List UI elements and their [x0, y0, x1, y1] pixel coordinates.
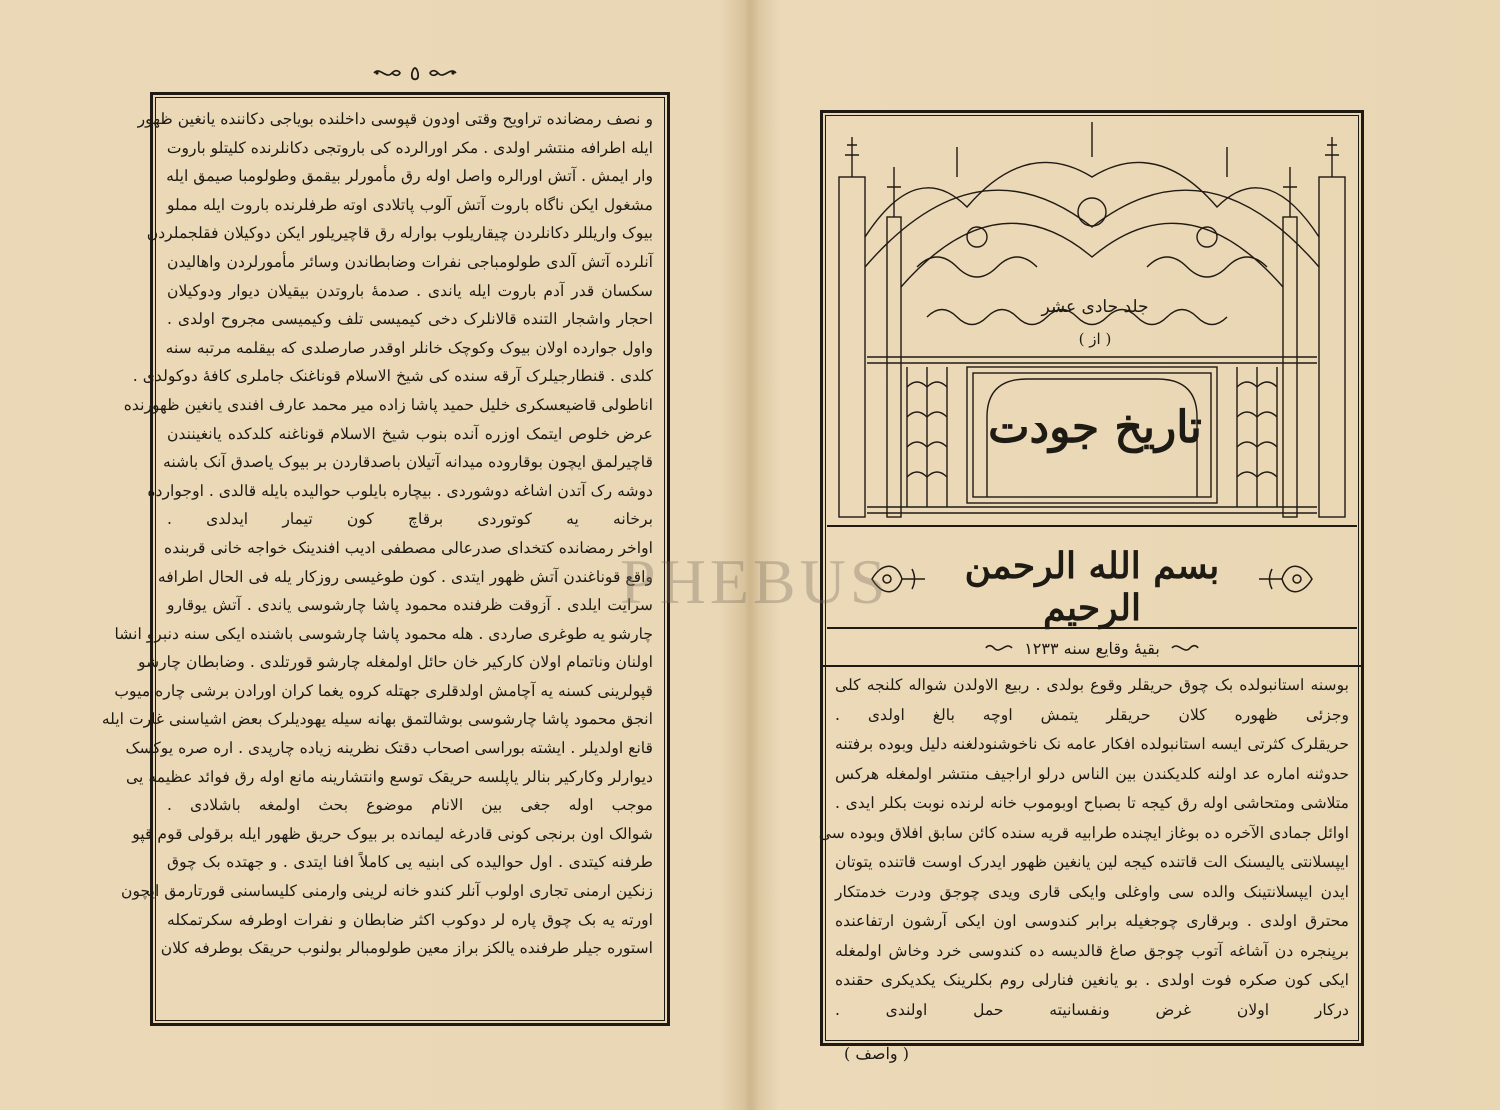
text-line: ایله اطرافه منتشر اولدی . مکر اورالرده کی باروتجی دکانلرنده کلیتلو باروت — [166, 138, 653, 157]
text-line: حریقلرک کثرتی ایسه استانبولده افکار عامه نک ناخوشنودلغنه دلیل وبوده برفتنه — [835, 735, 1349, 753]
body-text — [101, 105, 653, 1013]
folio-ornament-icon — [372, 66, 402, 80]
text-line: اورته یه بک چوق پاره لر دوکوب اکثر ضابطان و نفرات اوطرفه سکرتمکله — [167, 910, 653, 929]
text-line: ایپسلانتی یالیسنک الت قاتنده کیجه لین یانغین ظهور ایدرک اوست قاتنده یتوتان — [835, 853, 1349, 871]
text-line: محترق اولدی . وبرقاری چوجغیله برابر کندوسی اون ایکی آرشون ارتفاعنده — [835, 912, 1349, 930]
text-line: بوسنه استانبولده بک چوق حریقلر وقوع بولدی . ربیع الاولدن شواله کلنجه کلی — [835, 676, 1349, 694]
text-frame — [101, 92, 670, 1026]
text-line: واول جوارده اولان بیوک وکوچک خانلر اوقدر صارصلدی که بیقلمه مرتبه سنه — [165, 338, 653, 357]
body-text — [818, 671, 1349, 1035]
from-label: ( از ) — [1078, 330, 1112, 348]
text-line: کلدی . قنطارجیلرک آرقه سنده کی شیخ الاسلام قوناغنک جاملری کافهٔ دوکولدی . — [132, 367, 653, 386]
text-line: سکسان قدر آدم باروت ایله یاندی . صدمهٔ باروتدن بیقیلان دیوار ودوکیلان — [167, 281, 653, 300]
text-line: متلاشی ومتحاشی اوله رق کیجه تا بصباح اوبوموب خانه لرنده نوبت بکلر ایدی . — [835, 794, 1349, 812]
basmala: بسم الله الرحمن الرحيم — [964, 545, 1220, 629]
text-line: دوشه رک آتدن اشاغه دوشوردی . بیچاره بایلوب حوالیده بایله قالدی . اوجوارده — [147, 481, 653, 500]
text-line: عرض خلوص ایتمک اوزره آنده بنوب شیخ الاسلام قوناغنه کلدکده یانغینندن — [167, 424, 653, 443]
text-line: اوائل جمادی الآخره ده بوغاز ایچنده طرابیه قریه سنده کائن سابق افلاق وبوده سی — [818, 823, 1349, 842]
text-line: آنلرده آتش آلدی طولومباجی نفرات وضابطاندن وسائر مأمورلردن واهالیدن — [167, 252, 653, 271]
text-line: ایکی کون صکره فوت اولدی . بو یانغین فنارلی روم بکلرینک یکدیکری حقنده — [835, 971, 1349, 989]
text-line: وار ایمش . آتش اورالره واصل اوله رق مأمورلر بیقمق وطولومبا صیمق ایله — [166, 167, 653, 186]
text-line: مشغول ایکن ناگاه باروت آتش آلوب پاتلادی اوته طرفلرنده باروت ایله مملو — [167, 195, 653, 214]
text-line: قانع اولدیلر . ایشته بوراسی اصحاب دقتک نظرینه زیاده چارپدی . اره صره یوکسک — [125, 739, 653, 758]
text-line: استوره جیلر طرفنده یالکز براز معین طولومبالر بولنوب حریقک بوطرفه کلان — [160, 939, 653, 958]
arabesque-ornament-icon — [827, 117, 1357, 525]
text-line: و نصف رمضانده تراویح وقتی اودون قپوسی داخلنده بویاجی دکاننده یانغین ظهور — [137, 110, 653, 128]
text-line: طرفنه کیتدی . اول حوالیده کی ابنیه یی کاملاً افنا ایتدی . و جهتده بک چوق — [167, 853, 653, 872]
text-line: حدوثنه اماره عد اولنه کلدیکندن بین الناس درلو اراجیف منتشر اولمغله هرکس — [835, 764, 1349, 783]
page-folio — [360, 56, 470, 90]
text-frame — [820, 110, 1364, 1046]
text-line: قپولرینی کسنه یه آچامش اولدقلری جهتله کروه یغما کران اورادن برشی چاره میوب — [114, 681, 653, 700]
title-ornament-panel — [827, 117, 1357, 527]
text-line: احجار واشجار التنده قالانلرک دخی کیمیسی تلف وکیمیسی مجروح اولدی . — [167, 310, 653, 329]
text-line: اولنان وناتمام اولان کارکیر خان حائل اولمغله چارشو قورتلدی . وضابطان چارشو — [138, 653, 653, 672]
text-line: برپنجره دن آشاغه آتوب چوجق صاغ قالدیسه ده کندوسی خرد وخاش اولمغله — [835, 941, 1349, 960]
scroll-ornament-icon — [1170, 641, 1200, 655]
volume-label: جلد حادی عشر — [1041, 297, 1149, 317]
book-title: تاريخ جودت — [988, 402, 1202, 453]
text-line: وجزئی ظهوره کلان حریقلر یتمش اوچه بالغ اولدی . — [835, 705, 1349, 724]
text-line: اواخر رمضانده کتخدای صدرعالی مصطفی ادیب افندینک خواجه خانی قربنده — [164, 538, 653, 557]
scroll-ornament-icon — [984, 641, 1014, 655]
text-line: اناطولی قاضیعسکری خلیل حمید پاشا زاده میر محمد عارف افندی یانغین ظهورنده — [123, 395, 653, 414]
catchword: ( واصف ) — [844, 1044, 909, 1063]
page-number: ٥ — [409, 61, 421, 85]
text-line: ایدن ایپسلانتینک والده سی واوغلی وایکی قاری ویدی چوجق ودرت خدمتکار — [835, 882, 1349, 901]
text-line: برخانه یه کوتوردی برقاچ کون تیمار ایدلدی . — [167, 510, 653, 529]
basmala-panel — [827, 531, 1357, 629]
text-line: بیوک واریللر دکانلردن چیقاریلوب بوارله رق قاچیریلور ایکن دوکیلان فقلجملردن — [146, 224, 653, 243]
text-line: انجق محمود پاشا چارشوسی بوشالتمق بهانه سیله یهودیلرک بعض اشیاسنی غارت ایله — [101, 710, 653, 729]
text-line: چارشو یه طوغری صاردی . هله محمود پاشا چارشوسی باشنده ایکی سنه دنبرو انشا — [114, 624, 653, 643]
text-line: دیوارلر وکارکیر بنالر یاپلسه حریقک توسع وانتشارینه مانع اوله رق فوائد عظیمه یی — [126, 767, 653, 786]
section-heading-text: بقیهٔ وقایع سنه ۱۲۳۳ — [1024, 638, 1160, 658]
folio-ornament-icon — [428, 66, 458, 80]
floral-ornament-icon — [1257, 557, 1317, 601]
text-line: زنکین ارمنی تجاری اولوب آنلر کندو خانه لرینی وارمنی کلیساسنی قورتارمق ایچون — [121, 882, 653, 901]
text-line: شوالک اون برنجی کونی قادرغه لیمانده بر بیوک حریق ظهور ایله برقولی قوم قپو — [132, 824, 653, 843]
text-line: موجب اوله جغی بین الانام موضوع بحث اولمغه باشلادی . — [167, 796, 653, 815]
watermark: PHEBUS — [620, 546, 890, 617]
text-line: سرایت ایلدی . آزوقت ظرفنده محمود پاشا چارشوسی یاندی . آتش یوقارو — [167, 596, 653, 615]
text-line: قاچیرلمق ایچون بوقاروده میدانه آتیلان باصدقاردن بر بیوک یاصدق آنک باشنه — [162, 453, 653, 472]
text-line: واقع قوناغندن آتش ظهور ایتدی . کون طوغیسی روزکار یله فی الحال اطرافه — [157, 567, 653, 586]
text-line: درکار اولان غرض ونفسانیته حمل اولندی . — [835, 1000, 1349, 1019]
section-heading — [823, 631, 1361, 667]
